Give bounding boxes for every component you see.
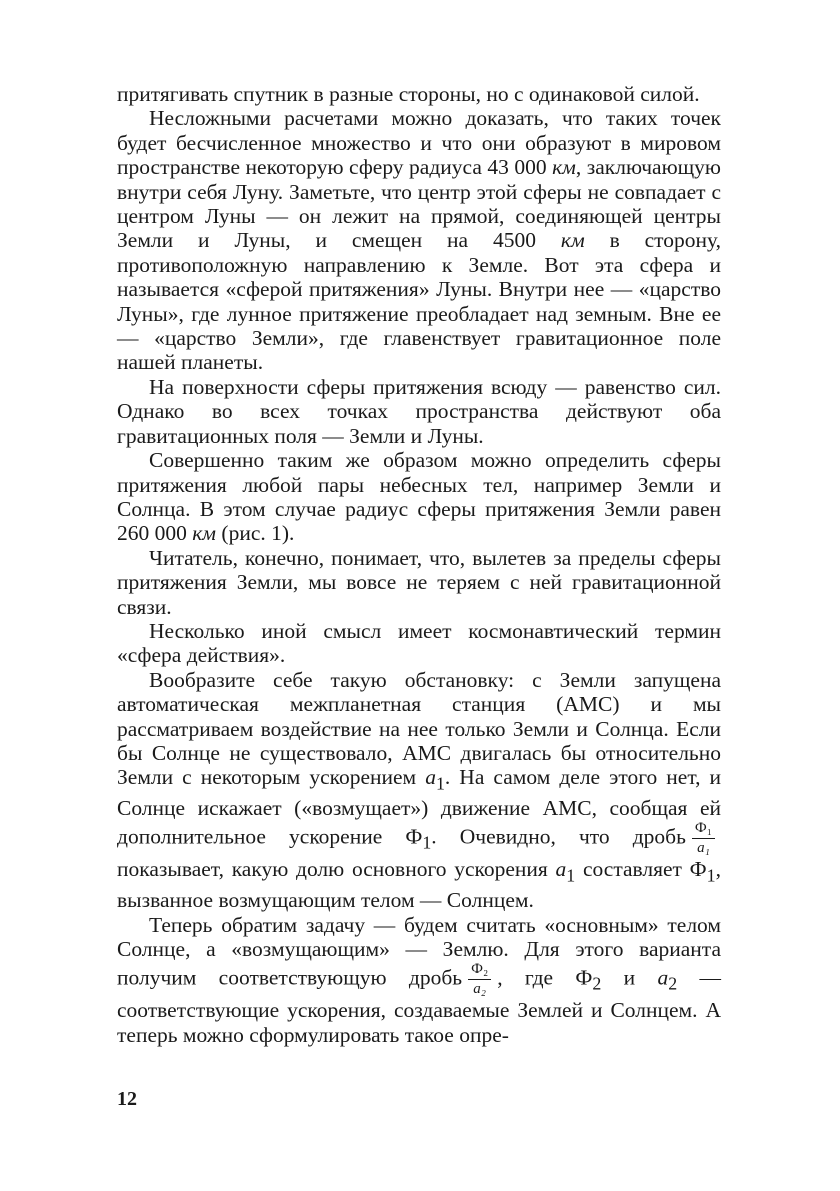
var-a: a: [555, 857, 567, 882]
subscript: 2: [668, 974, 678, 995]
paragraph-8-text-b: , где Ф: [497, 965, 593, 990]
var-a: a: [657, 965, 669, 990]
paragraph-8-text-c: и: [601, 965, 658, 990]
paragraph-2-text-c: в сторону, противоположную направлению к Земле. Вот эта сфера и называется «сферой притяжения» Луны. Внутри нее — «царство Луны», где лунное притяжение преобладает над земным. Вне ее — «царство Земли», где главенствует гравитационное поле нашей планеты.: [117, 228, 721, 375]
subscript: 1: [422, 833, 432, 854]
paragraph-8-text-a: Теперь обратим задачу — будем считать «основным» телом Солнце, а «возмущающим» — Землю. Для этого варианта получим соответствующую дробь: [117, 912, 721, 990]
paragraph-6: [117, 619, 721, 668]
subscript: 2: [592, 974, 602, 995]
var-a: a: [425, 765, 436, 790]
fraction-denominator: a₂: [473, 981, 486, 998]
fraction-numerator: Ф₂: [468, 961, 491, 980]
paragraph-8-text-d: — соответствующие ускорения, создаваемые Землей и Солнцем. А теперь можно сформулировать такое опре-: [117, 965, 721, 1047]
paragraph-7-text-b: . На самом деле этого нет, и Солнце искажает («возмущает») движение АМС, сообщая ей дополнительное ускорение Ф: [117, 765, 722, 849]
paragraph-5: [117, 546, 721, 619]
paragraph-1: [117, 82, 721, 106]
paragraph-2: [117, 106, 721, 374]
unit-km: км: [552, 155, 576, 180]
page-body: [117, 82, 721, 1047]
paragraph-3: [117, 375, 721, 448]
paragraph-4-text-b: (рис. 1).: [216, 521, 295, 546]
unit-km: км: [560, 228, 585, 253]
subscript: 1: [435, 773, 445, 794]
page-number: 12: [117, 1088, 137, 1110]
paragraph-4-text-a: Совершенно таким же образом можно определить сферы притяжения любой пары небесных тел, например Земли и Солнца. В этом случае радиус сферы притяжения Земли равен 260 000: [117, 448, 721, 546]
subscript: 1: [566, 865, 576, 886]
paragraph-7-text-a: Вообразите себе такую обстановку: с Земли запущена автоматическая межпланетная станция (АМС) и мы рассматриваем воздействие на нее только Земли и Солнца. Если бы Солнце не существовало, АМС двигалась бы относительно Земли с некоторым ускорением: [117, 667, 721, 790]
paragraph-7-text-g: , вызванное возмущающим телом — Солнцем.: [117, 857, 721, 913]
paragraph-8: [117, 913, 721, 1048]
paragraph-4: [117, 448, 721, 546]
paragraph-7: [117, 668, 721, 913]
paragraph-7-text-c: . Очевидно, что дробь: [431, 824, 686, 849]
fraction-phi1-a1: [692, 820, 715, 857]
fraction-numerator: Ф₁: [692, 820, 715, 839]
paragraph-2-text-a: Несложными расчетами можно доказать, что таких точек будет бесчисленное множество и что они образуют в мировом пространстве некоторую сферу радиуса 43 000: [117, 106, 721, 180]
paragraph-7-text-d: показывает, какую долю основного ускорения: [117, 857, 556, 882]
paragraph-1-text: притягивать спутник в разные стороны, но с одинаковой силой.: [117, 82, 700, 106]
subscript: 1: [706, 865, 716, 886]
paragraph-3-text: На поверхности сферы притяжения всюду — равенство сил. Однако во всех точках пространства действуют оба гравитационных поля — Земли и Луны.: [117, 374, 721, 448]
unit-km: км: [192, 521, 217, 546]
paragraph-2-text-b: , заключающую внутри себя Луну. Заметьте, что центр этой сферы не совпадает с центром Луны — он лежит на прямой, соединяющей центры Земли и Луны, и смещен на 4500: [117, 155, 721, 253]
paragraph-6-text: Несколько иной смысл имеет космонавтический термин «сфера действия».: [117, 618, 721, 668]
paragraph-5-text: Читатель, конечно, понимает, что, вылетев за пределы сферы притяжения Земли, мы вовсе не теряем с ней гравитационной связи.: [117, 545, 721, 619]
fraction-phi2-a2: [468, 961, 491, 998]
fraction-denominator: a₁: [697, 840, 710, 857]
paragraph-7-text-f: составляет Ф: [575, 857, 707, 882]
